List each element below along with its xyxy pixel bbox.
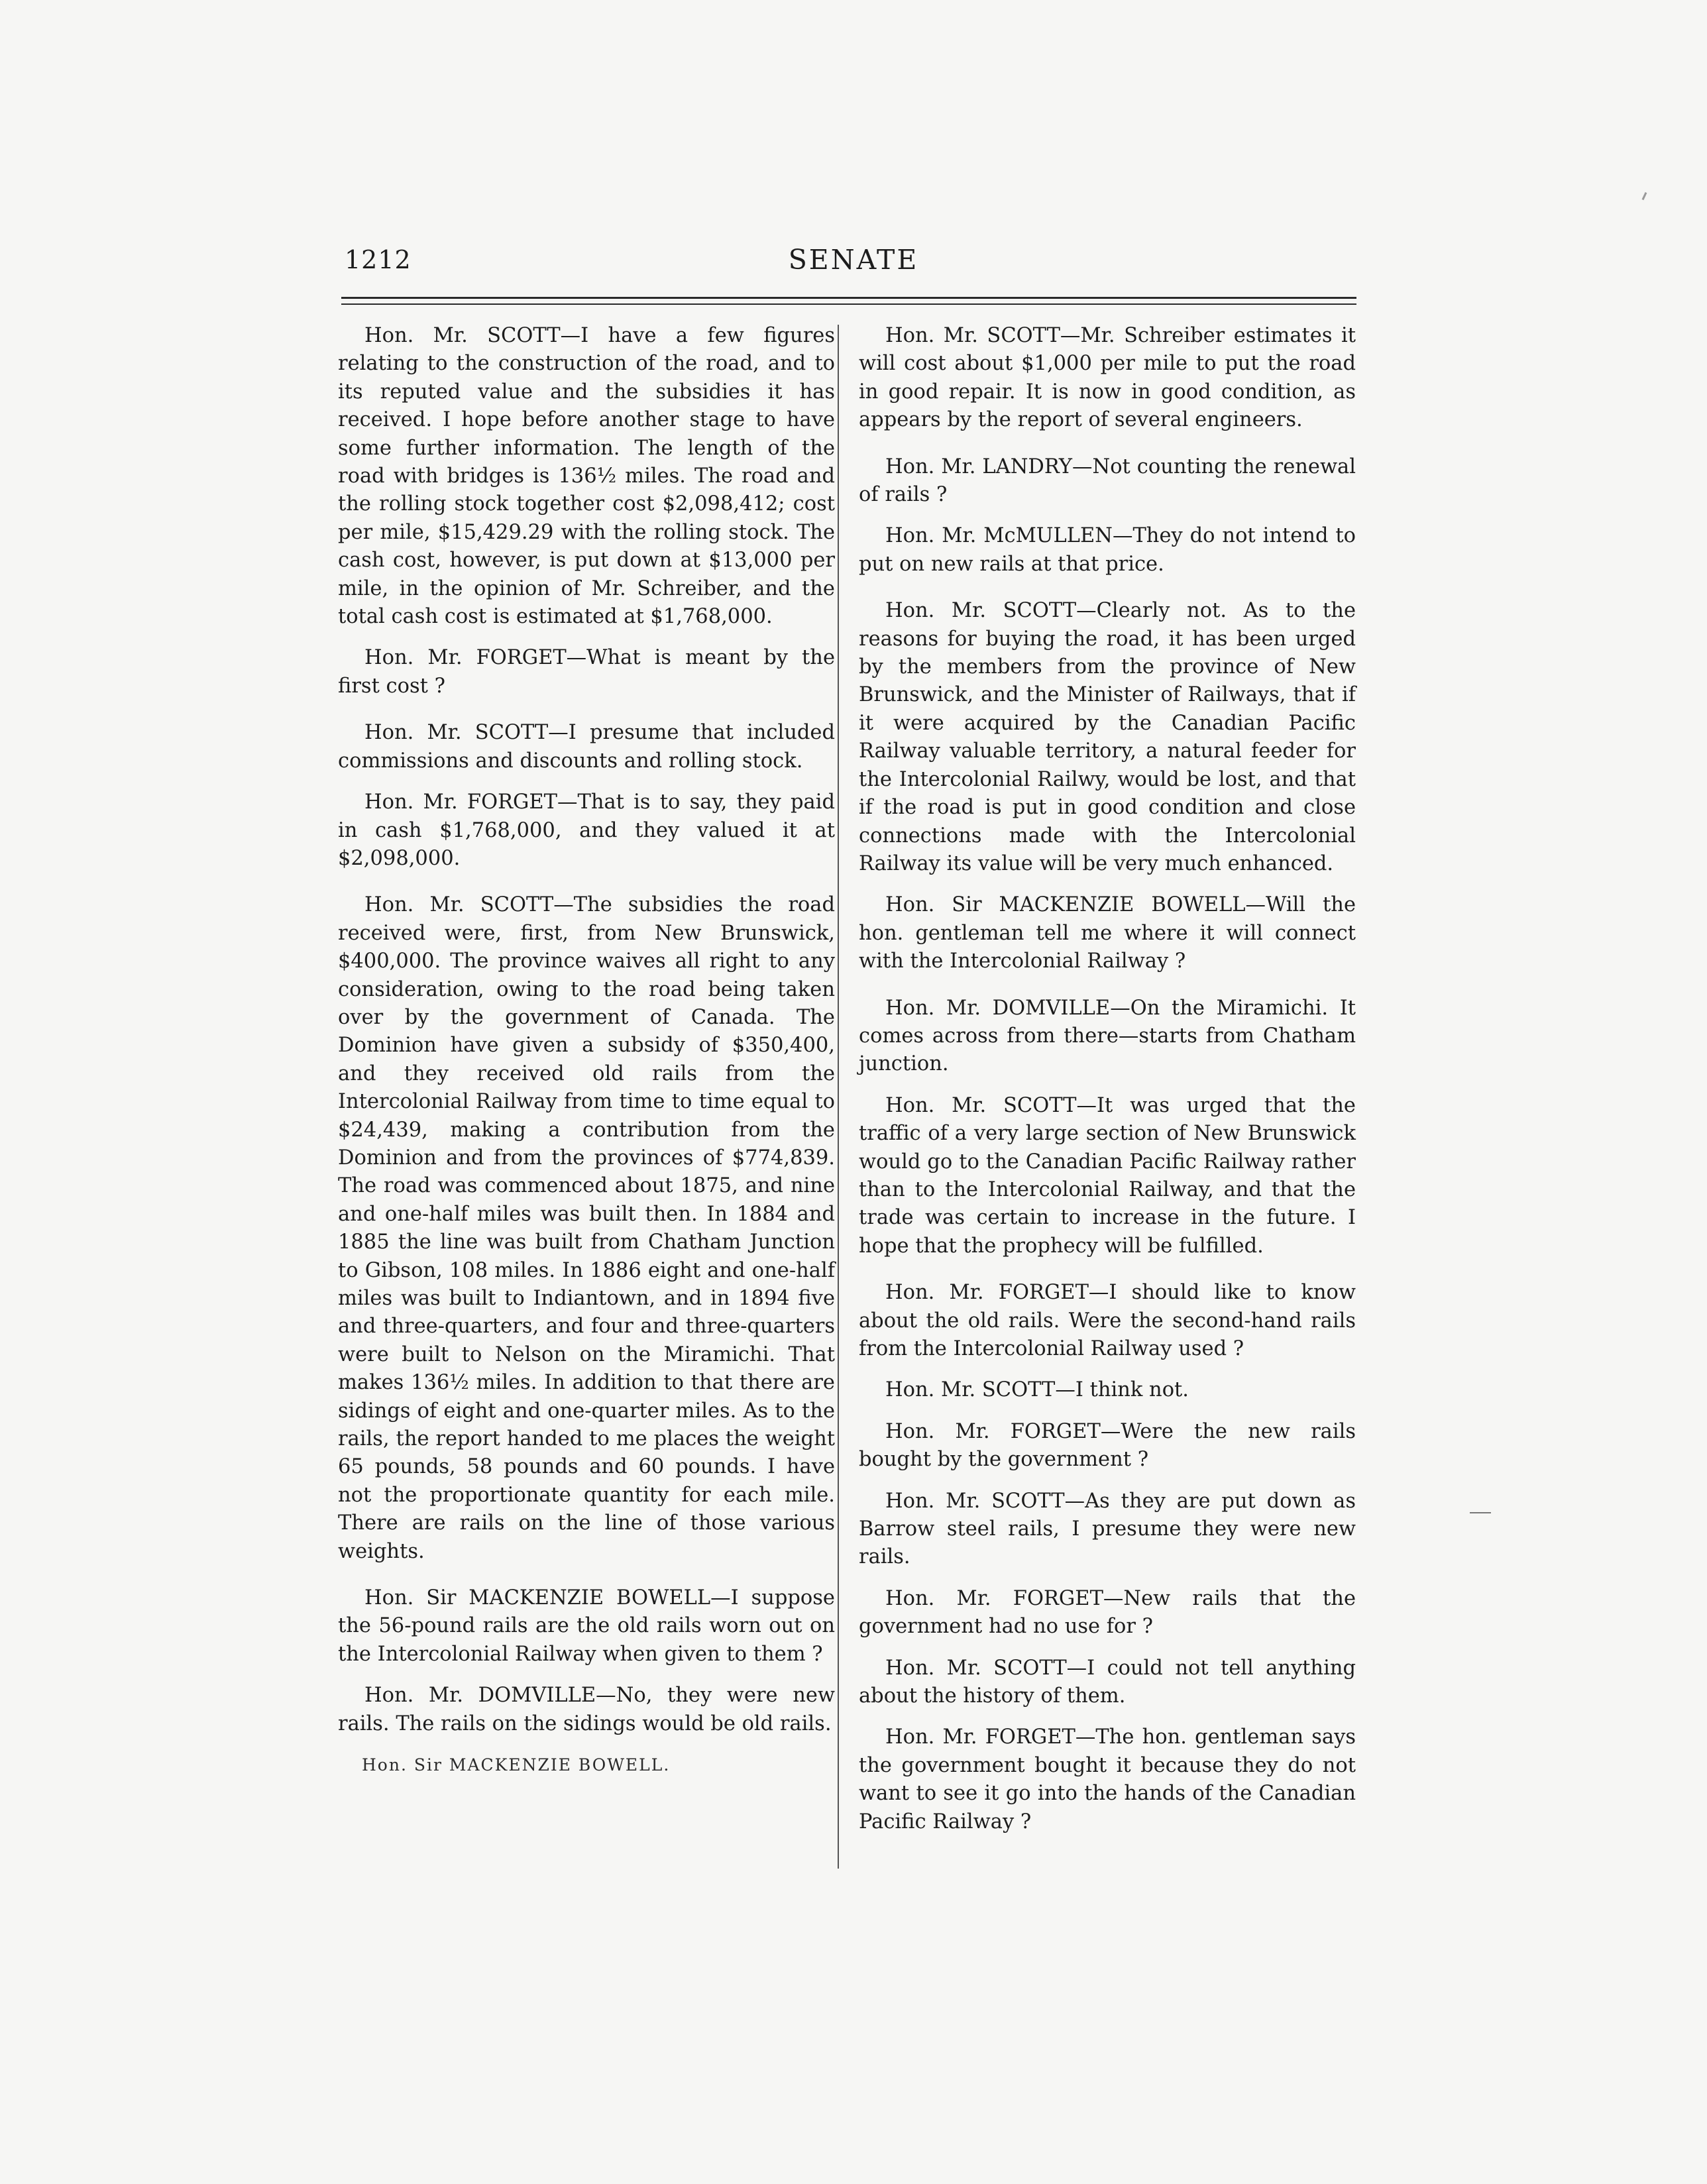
speech-paragraph: Hon. Mr. DOMVILLE—No, they were new rails. The rails on the sidings would be old rails. [338, 1684, 835, 1735]
speech-paragraph: Hon. Mr. FORGET—What is meant by the first cost ? [338, 646, 835, 698]
speech-paragraph: Hon. Mr. DOMVILLE—On the Miramichi. It comes across from there—starts from Chatham junction. [859, 996, 1356, 1076]
speech-paragraph: Hon. Mr. SCOTT—The subsidies the road received were, first, from New Brunswick, $400,000. The province waives all right to any consideration, owing to the road being taken over by the government of Canada. The Dominion have given a subsidy of $350,400, and they received old rails from the Intercolonial Railway from time to time equal to $24,439, making a contribution from the Dominion and from the provinces of $774,839. The road was commenced about 1875, and nine and one-half miles was built then. In 1884 and 1885 the line was built from Chatham Junction to Gibson, 108 miles. In 1886 eight and one-half miles was built to Indiantown, and in 1894 five and three-quarters, and four and three-quarters were built to Nelson on the Miramichi. That makes 136½ miles. In addition to that there are sidings of eight and one-quarter miles. As to the rails, the report handed to me places the weight 65 pounds, 58 pounds and 60 pounds. I have not the proportionate quantity for each mile. There are rails on the line of those various weights. [338, 893, 835, 1563]
speech-paragraph: Hon. Mr. SCOTT—I could not tell anything about the history of them. [859, 1656, 1356, 1708]
speech-paragraph: Hon. Mr. SCOTT—It was urged that the traffic of a very large section of New Brunswick would go to the Canadian Pacific Railway rather than to the Intercolonial Railway, and that the trade was certain to increase in the future. I hope that the prophecy will be fulfilled. [859, 1093, 1356, 1258]
speech-paragraph: Hon. Mr. SCOTT—Mr. Schreiber estimates it will cost about $1,000 per mile to put the road in good repair. It is now in good condition, as appears by the report of several engineers. [859, 324, 1356, 432]
speech-paragraph: Hon. Mr. SCOTT—I have a few figures relating to the construction of the road, and to its reputed value and the subsidies it has received. I hope before another stage to have some further information. The length of the road with bridges is 136½ miles. The road and the rolling stock together cost $2,098,412; cost per mile, $15,429.29 with the rolling stock. The cash cost, however, is put down at $13,000 per mile, in the opinion of Mr. Schreiber, and the total cash cost is estimated at $1,768,000. [338, 324, 835, 629]
page-number: 1212 [345, 245, 412, 274]
margin-mark [1470, 1512, 1491, 1513]
speech-paragraph: Hon. Mr. SCOTT—I think not. [885, 1378, 1189, 1402]
speech-paragraph: Hon. Mr. SCOTT—I presume that included commissions and discounts and rolling stock. [338, 721, 835, 773]
speech-paragraph: Hon. Sir MACKENZIE BOWELL—Will the hon. gentleman tell me where it will connect with the Intercolonial Railway ? [859, 893, 1356, 973]
speech-paragraph: Hon. Mr. SCOTT—As they are put down as Barrow steel rails, I presume they were new rails. [859, 1489, 1356, 1569]
speech-paragraph: Hon. Mr. LANDRY—Not counting the renewal of rails ? [859, 455, 1356, 507]
speech-paragraph: Hon. Sir MACKENZIE BOWELL—I suppose the 56-pound rails are the old rails worn out on the Intercolonial Railway when given to them ? [338, 1586, 835, 1666]
speech-paragraph: Hon. Mr. FORGET—New rails that the government had no use for ? [859, 1586, 1356, 1639]
header-rule-thin [341, 303, 1356, 305]
speech-paragraph: Hon. Mr. FORGET—That is to say, they paid in cash $1,768,000, and they valued it at $2,098,000. [338, 791, 835, 870]
speech-paragraph: Hon. Mr. FORGET—I should like to know about the old rails. Were the second-hand rails from the Intercolonial Railway used ? [859, 1281, 1356, 1360]
speech-paragraph: Hon. Mr. McMULLEN—They do not intend to put on new rails at that price. [859, 524, 1356, 576]
scan-mark [1642, 192, 1647, 200]
right-column [859, 322, 1356, 1849]
speech-paragraph: Hon. Mr. SCOTT—Clearly not. As to the reasons for buying the road, it has been urged by the members from the province of New Brunswick, and the Minister of Railways, that if it were acquired by the Canadian Pacific Railway valuable territory, a natural feeder for the Intercolonial Railwy, would be lost, and that if the road is put in good condition and close connections made with the Intercolonial Railway its value will be very much enhanced. [859, 599, 1356, 875]
speech-paragraph: Hon. Mr. FORGET—Were the new rails bought by the government ? [859, 1419, 1356, 1472]
left-column [338, 322, 835, 1780]
running-head: SENATE [788, 244, 919, 276]
catchline: Hon. Sir MACKENZIE BOWELL. [362, 1755, 671, 1775]
speech-paragraph: Hon. Mr. FORGET—The hon. gentleman says the government bought it because they do not want to see it go into the hands of the Canadian Pacific Railway ? [859, 1725, 1356, 1833]
header-rule [341, 297, 1356, 299]
column-divider [838, 325, 839, 1869]
